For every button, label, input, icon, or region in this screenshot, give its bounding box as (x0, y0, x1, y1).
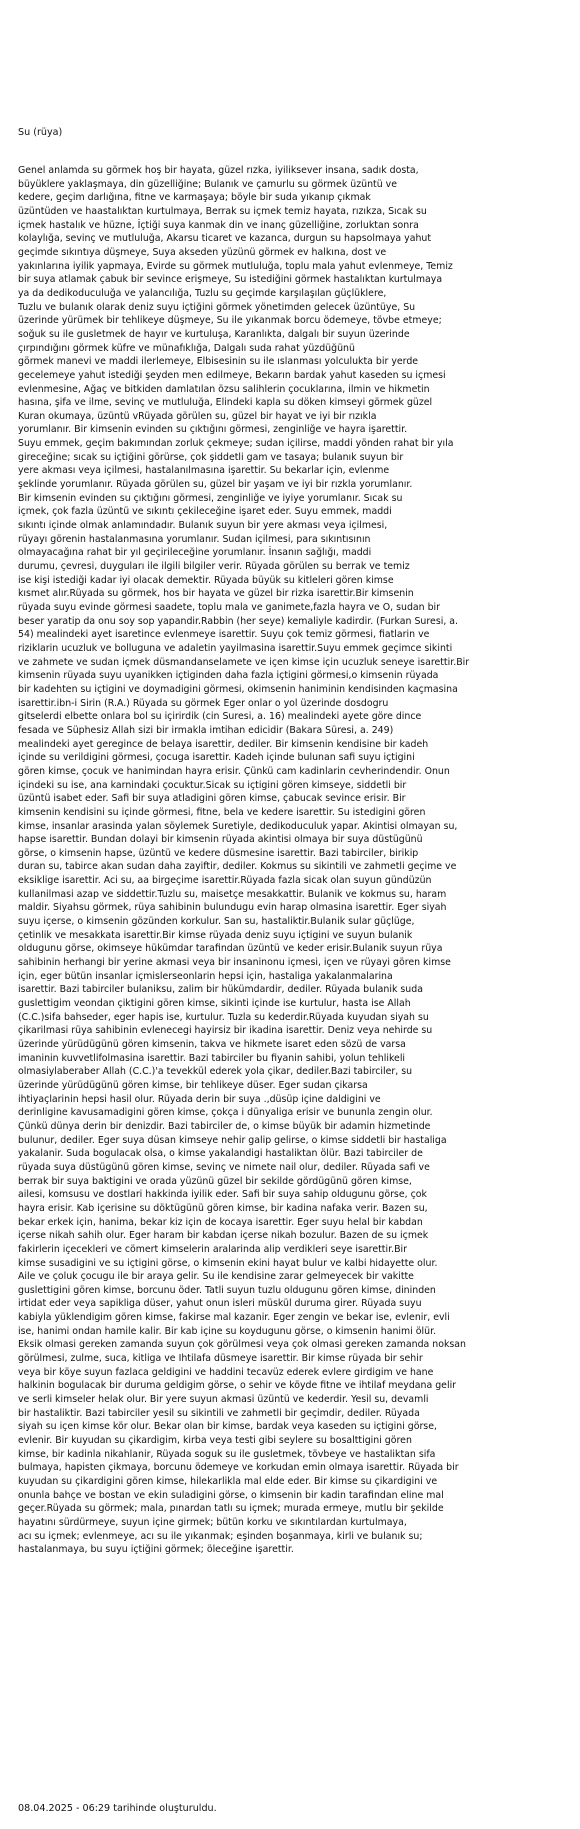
body-line: Bir kimsenin evinden su çıktığını görmesi, zenginliğe ve iyiye yorumlanır. Sıcak su (18, 492, 403, 504)
body-line: yakınlarına iyilik yapmaya, Evirde su görmek mutluluğa, toplu mala yahut evlenmeye, Temiz (18, 260, 453, 272)
document-body (18, 164, 578, 1557)
body-line: üzerinde yürüdügünü gören kimsenin, takva ve hikmete isaret eden sözü de varsa (18, 1039, 406, 1050)
body-line: Genel anlamda su görmek hoş bir hayata, güzel rızka, iyiliksever insana, sadık dosta, (18, 165, 419, 176)
body-line: imaninin kuvvetlifolmasina isarettir. Bazi tabirciler bu fiyanin sahibi, yolun tehlikeli (18, 1052, 406, 1064)
body-line: eksiklige isarettir. Aci su, aa birgeçime isarettir.Rüyada fazla sicak olan suyun gündüzün (18, 875, 432, 887)
body-line: ve serli kimseler helak olur. Bir yere suyun akmasi üzüntü ve kederdir. Yesil su, devamli (18, 1394, 429, 1406)
body-line: (C.C.)sifa bahseder, eger hapis ise, kurtulur. Tuzla su kederdir.Rüyada kuyudan siyah su (18, 1011, 429, 1023)
body-line: kısmet alır.Rüyada su görmek, hos bir hayata ve güzel bir rizka isarettir.Bir kimsenin (18, 588, 414, 600)
body-line: Kuran okumaya, üzüntü vRüyada görülen su, güzel bir hayat ve iyi bir rızıkla (18, 410, 377, 422)
body-line: bir hastaliktir. Bazi tabirciler yesil su sikintili ve zahmetli bir geçimdir, dediler. Rüyada (18, 1407, 420, 1419)
body-line: çırpındığını görmek küfre ve münafıklığa, Dalgalı suda rahat yüzdüğünü (18, 342, 355, 354)
body-line: kolaylığa, sevinç ve mutluluğa, Akarsu ticaret ve kazanca, durgun su hapsolmaya yahut (18, 233, 432, 245)
body-line: hayatını sürdürmeye, suyun içine girmek; bütün korku ve sıkıntılardan kurtulmaya, (18, 1516, 407, 1528)
body-line: çikarilmasi rüya sahibinin evlenecegi hayirsiz bir ikadina isarettir. Deniz veya nehirde su (18, 1025, 433, 1037)
body-line: evlenmesine, Ağaç ve bitkiden damlatılan özsu salihlerin çocuklarına, ilmin ve hikmetin (18, 383, 430, 395)
body-line: gireceğine; sıcak su içtiğini görürse, çok şiddetli gam ve tasaya; bulanık suyun bir (18, 451, 404, 463)
body-line: onunla bahçe ve bostan ve ekin suladigini görse, o kimsenin bir kadin tarafindan eline mal (18, 1489, 444, 1501)
body-line: duran su, tabirce akan sudan daha zayiftir, dediler. Kokmus su sikintili ve zahmetli geçime ve (18, 861, 457, 873)
body-line: gitselerdi elbette onlara bol su içirirdik (cin Suresi, a. 16) mealindeki ayete göre dince (18, 711, 422, 723)
body-line: görmek manevi ve maddi ilerlemeye, Elbisesinin su ile ıslanması yolculukta bir yerde (18, 356, 419, 368)
body-line: ailesi, komsusu ve dostlari hakkinda iyilik eder. Safi bir suya sahip oldugunu görse, çok (18, 1189, 427, 1201)
body-line: beser yaratip da onu soy sop yapandir.Rabbin (her seye) kemaliyle kadirdir. (Furkan Suresi, a. (18, 615, 459, 627)
body-line: kabiyla yüklendigim gören kimse, fakirse mal kazanir. Eger zengin ve bekar ise, evlenir, evli (18, 1312, 450, 1324)
body-line: rüyada suyu evinde görmesi saadete, toplu mala ve ganimete,fazla hayra ve O, sudan bir (18, 602, 441, 613)
body-line: ise, hanimi ondan hamile kalir. Bir kab içine su koydugunu görse, o kimsenin hanimi ölür. (18, 1325, 437, 1337)
body-line: ise kişi istediği kadar iyi olacak demektir. Rüyada büyük su kitleleri gören kimse (18, 574, 394, 586)
body-line: içindeki su ise, ana karnindaki çocuktur.Sicak su içtigini gören kimseye, siddetli bir (18, 779, 407, 791)
body-line: görse, o kimsenin hapse, üzüntü ve kedere düsmesine isarettir. Bazi tabirciler, birikip (18, 847, 419, 859)
body-line: üzerinde yürümek bir tehlikeye düşmeye, Su ile yıkanmak borcu ödemeye, tövbe etmeye; (18, 315, 442, 327)
body-line: Suyu emmek, geçim bakımından zorluk çekmeye; sudan içilirse, maddi yönden rahat bir yıla (18, 438, 454, 450)
body-line: gecelemeye yahut istediği şeyden men edilmeye, Bekarın bardak yahut kaseden su içmesi (18, 369, 446, 381)
body-line: bulmaya, hapisten çikmaya, borcunu ödemeye ve korkudan emin olmaya isarettir. Rüyada bir (18, 1462, 459, 1474)
body-line: rüyada suya düstügünü gören kimse, sevinç ve nimete nail olur, dediler. Rüyada safi ve (18, 1161, 430, 1173)
body-line: mealindeki ayet geregince de belaya isarettir, dediler. Bir kimsenin kendisine bir kadeh (18, 738, 429, 750)
body-line: şeklinde yorumlanır. Rüyada görülen su, güzel bir yaşam ve iyi bir rızkla yorumlanır. (18, 479, 413, 491)
body-line: olmasiylaberaber Allah (C.C.)'a tevekkül ederek yola çikar, dediler.Bazi tabirciler, su (18, 1066, 413, 1078)
body-line: içinde su verildigini görmesi, çocuga isarettir. Kadeh içinde bulunan safi suyu içtigini (18, 752, 415, 764)
body-line: Eksik olmasi gereken zamanda suyun çok görülmesi veya çok olmasi gereken zamanda noksan (18, 1339, 467, 1351)
body-line: üzerinde yürüdügünü gören kimse, bir tehlikeye düser. Eger sudan çikarsa (18, 1079, 368, 1091)
body-line: olmayacağına rahat bir yıl geçirileceğine yorumlanır. İnsanın sağlığı, maddi (18, 547, 372, 559)
body-line: kedere, geçim darlığına, fitne ve karmaşaya; böyle bir suda yıkanıp çıkmak (18, 192, 371, 204)
body-line: hayra erisir. Kab içerisine su döktügünü gören kimse, bir kadina nafaka verir. Bazen su, (18, 1202, 428, 1214)
body-line: ihtiyaçlarinin hepsi hasil olur. Rüyada derin bir suya .,düsüp içine daldigini ve (18, 1093, 381, 1105)
body-line: kuyudan su çikardigini gören kimse, hilekarlikla mal elde eder. Bir kimse su çikardigini ve (18, 1476, 438, 1487)
document-footer-timestamp: 08.04.2025 - 06:29 tarihinde oluşturuldu. (18, 1803, 217, 1814)
body-line: geçer.Rüyada su görmek; mala, pınardan tatlı su içmek; murada ermeye, mutlu bir şekilde (18, 1503, 444, 1515)
body-line: geçimde sıkıntıya düşmeye, Suya akseden yüzünü görmek ev halkına, dost ve (18, 246, 387, 258)
body-line: içmek, çok fazla üzüntü ve sıkıntı çekileceğine işaret eder. Suyu emmek, maddi (18, 506, 392, 518)
body-line: için, eger bütün insanlar içmislerseonlarin hepsi için, hastaliga yakalanmalarina (18, 970, 393, 982)
body-line: bir kadehten su içtigini ve doymadigini görmesi, okimsenin haniminin kendisinden kaçmasina (18, 683, 458, 695)
body-line: içerse nikah sahih olur. Eger haram bir kabdan içerse nikah bozulur. Bazen de su içmek (18, 1230, 429, 1242)
body-line: isarettir. Bazi tabirciler bulaniksu, zalim bir hükümdardir, dediler. Rüyada bulanik suda (18, 984, 423, 996)
body-line: isarettir.ibn-i Sirin (R.A.) Rüyada su görmek Eger onlar o yol üzerinde dosdogru (18, 697, 389, 709)
body-line: oldugunu görse, okimseye hükümdar tarafindan üzüntü ve keder erisir.Bulanik suyun rüya (18, 943, 443, 955)
body-line: yakalanir. Suda bogulacak olsa, o kimse yakalandigi hastaliktan ölür. Bazi tabirciler de (18, 1148, 423, 1160)
body-line: yorumlanır. Bir kimsenin evinden su çıktığını görmesi, zenginliğe ve hayra işarettir. (18, 424, 408, 436)
body-line: siyah su içen kimse kör olur. Bekar olan bir kimse, bardak veya kaseden su içtigini görse, (18, 1421, 437, 1433)
body-line: veya bir köye suyun fazlaca geldigini ve haddini tecavüz ederek evlere girdigim ve hane (18, 1366, 434, 1378)
body-line: ya da dedikoduculuğa ve yalancılığa, Tuzlu su geçimde karşılaşılan güçlüklere, (18, 287, 387, 299)
body-line: derinligine kavusamadigini gören kimse, çokça i dünyaliga erisir ve bununla zengin olur. (18, 1107, 433, 1119)
body-line: guslettigini gören kimse, borcunu öder. Tatli suyun tuzlu oldugunu gören kimse, dininden (18, 1284, 436, 1296)
body-line: kimse, bir kadinla nikahlanir, Rüyada soguk su ile gusletmek, tövbeye ve hastaliktan sifa (18, 1448, 436, 1460)
body-line: ve zahmete ve sudan içmek düsmandanselamete ve içen kimse için ucuzluk seneye isarettir.Bir (18, 656, 470, 668)
body-line: bir suya atlamak çabuk bir sevince erişmeye, Su istediğini görmek hastalıktan kurtulmaya (18, 274, 443, 286)
body-line: soğuk su ile gusletmek de hayır ve kurtuluşa, Karanlıkta, dalgalı bir suyun üzerinde (18, 328, 410, 340)
body-line: Çünkü dünya derin bir denizdir. Bazi tabirciler de, o kimse büyük bir adamin hizmetinde (18, 1120, 431, 1132)
body-line: hasına, şifa ve ilme, sevinç ve mutluluğa, Elindeki kapla su döken kimseyi görmek güzel (18, 397, 433, 409)
body-line: sahibinin herhangi bir yerine akmasi veya bir insaninonu içmesi, içen ve rüyayi gören kimse (18, 957, 451, 969)
body-line: kimsenin kendisini su içinde görmesi, fitne, bela ve kedere isarettir. Su istedigini gören (18, 806, 426, 818)
body-line: evlenir. Bir kuyudan su çikardigim, kirba veya testi gibi seylere su bosalttigini gören (18, 1435, 412, 1447)
body-line: 54) mealindeki ayet isaretince evlenmeye isarettir. Suyu çok temiz görmesi, fiatlarin ve (18, 629, 430, 641)
body-line: kimse, insanlar arasinda yalan söylemek Suretiyle, dedikoduculuk yapar. Akintisi olmayan su, (18, 820, 458, 832)
body-line: fesada ve Süphesiz Allah sizi bir irmakla imtihan edicidir (Bakara Süresi, a. 249) (18, 724, 394, 736)
body-line: sıkıntı içinde olmak anlamındadır. Bulanık suyun bir yere akması veya içilmesi, (18, 520, 388, 532)
body-line: büyüklere yaklaşmaya, din güzelliğine; Bulanık ve çamurlu su görmek üzüntü ve (18, 178, 397, 190)
document-title: Su (rüya) (18, 127, 63, 138)
body-line: hastalanmaya, bu suyu içtiğini görmek; öleceğine işarettir. (18, 1544, 294, 1556)
body-line: riziklarin ucuzluk ve bolluguna ve adaletin yayilmasina isarettir.Suyu emmek geçimce sikinti (18, 642, 453, 654)
body-line: bulunur, dediler. Eger suya düsan kimseye nehir galip gelirse, o kimse siddetli bir hastaliga (18, 1134, 447, 1146)
body-line: üzüntüden ve haastalıktan kurtulmaya, Berrak su içmek temiz hayata, rızıkza, Sıcak su (18, 205, 427, 217)
body-line: bekar erkek için, hanima, bekar kiz için de kocaya isarettir. Eger suyu helal bir kabdan (18, 1216, 423, 1228)
body-line: Aile ve çoluk çocugu ile bir araya gelir. Su ile kendisine zarar gelmeyecek bir vakitte (18, 1271, 414, 1283)
body-line: kullanilmasi azap ve siddettir.Tuzlu su, maisetçe mesakkattir. Bulanik ve kokmus su, haram (18, 888, 447, 900)
body-line: durumu, çevresi, duyguları ile ilgili bilgiler verir. Rüyada görülen su berrak ve temiz (18, 561, 410, 573)
body-line: hapse isarettir. Bundan dolayi bir kimsenin rüyada akintisi olmaya bir suya düstügünü (18, 834, 423, 846)
body-line: üzüntü isabet eder. Safi bir suya atladigini gören kimse, çabucak sevince erisir. Bir (18, 793, 406, 805)
body-line: kimse susadigini ve su içtigini görse, o kimsenin ekini hayat bulur ve kalbi hidayette olur. (18, 1257, 438, 1269)
body-line: halkinin bogulacak bir duruma geldigim görse, o sehir ve köyde fitne ve ihtilaf meydana gelir (18, 1380, 457, 1392)
body-line: rüyayı görenin hastalanmasına yorumlanır. Sudan içilmesi, para sıkıntısının (18, 533, 371, 545)
body-line: maldir. Siyahsu görmek, rüya sahibinin bulundugu evin harap olmasina isarettir. Eger siyah (18, 902, 447, 914)
body-line: irtidat eder veya sapikliga düser, yahut onun isleri müskül duruma girer. Rüyada suyu (18, 1298, 422, 1310)
body-line: Tuzlu ve bulanık olarak deniz suyu içtiğini görmek yönetimden gelecek üzüntüye, Su (18, 301, 416, 313)
body-line: fakirlerin içecekleri ve cömert kimselerin aralarinda alip verdikleri seye isarettir.Bir (18, 1243, 407, 1255)
body-line: kimsenin rüyada suyu uyanikken içtiginden daha fazla içtigini görmesi,o kimsenin rüyada (18, 670, 439, 682)
body-line: berrak bir suya baktigini ve orada yüzünü güzel bir sekilde gördügünü gören kimse, (18, 1175, 412, 1187)
body-line: yere akması veya içilmesi, hastalanılmasına işarettir. Su bekarlar için, evlenme (18, 465, 390, 477)
body-line: görülmesi, zulme, suca, kitliga ve Ihtilafa düsmeye isarettir. Bir kimse rüyada bir sehir (18, 1353, 423, 1365)
body-line: gören kimse, çocuk ve hanimindan hayra erisir. Çünkü cam kadinlarin cevherindendir. Onun (18, 765, 450, 777)
body-line: acı su içmek; evlenmeye, acı su ile yıkanmak; eşinden boşanmaya, kirli ve bulanık su; (18, 1530, 423, 1542)
body-line: guslettigim veondan çiktigini gören kimse, sikinti içinde ise kurtulur, hasta ise Allah (18, 998, 411, 1010)
body-line: çetinlik ve mesakkata isarettir.Bir kimse rüyada deniz suyu içtigini ve suyun bulanik (18, 929, 413, 941)
body-line: suyu içerse, o kimsenin gözünden korkulur. San su, hastaliktir.Bulanik sular güçlüge, (18, 916, 415, 928)
body-line: içmek hastalık ve hüzne, İçtiği suya kanmak din ve inanç güzelliğine, zorluktan sonra (18, 219, 419, 231)
